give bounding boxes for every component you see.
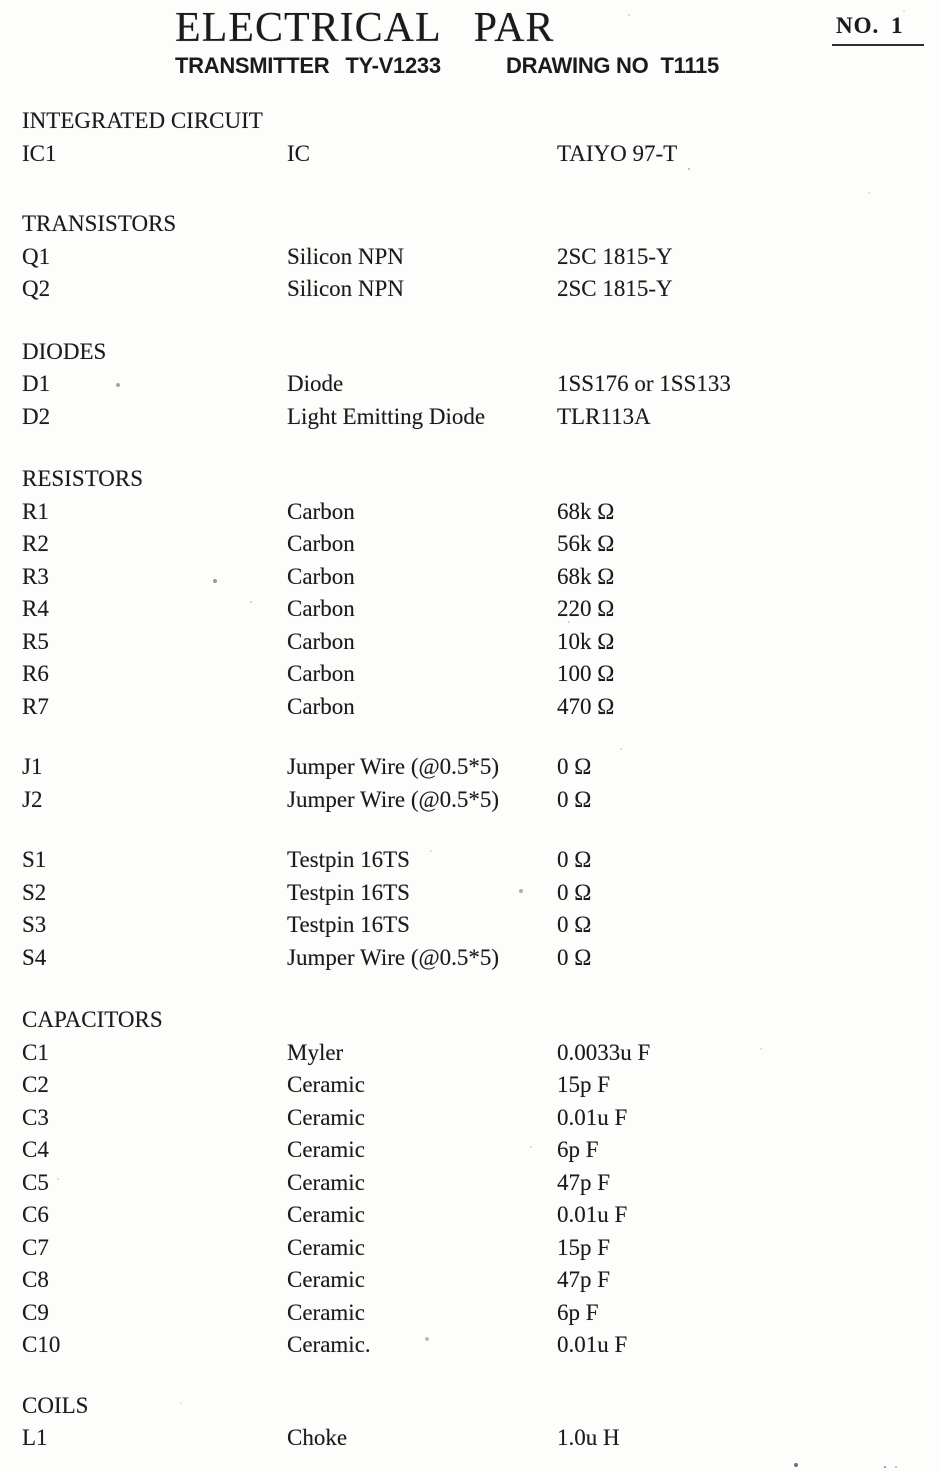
part-value: 0 Ω — [557, 912, 592, 937]
part-ref: R1 — [22, 498, 49, 524]
page-number: NO. 1 — [832, 13, 924, 46]
parts-section — [0, 1390, 940, 1455]
part-value: 1.0u H — [557, 1425, 620, 1450]
transmitter-value: TY-V1233 — [345, 53, 441, 78]
transmitter-label: TRANSMITTER — [175, 53, 330, 78]
table-row — [0, 368, 940, 401]
part-value: 100 Ω — [557, 661, 615, 686]
table-row — [0, 241, 940, 274]
table-row — [0, 1422, 940, 1455]
page-title: ELECTRICAL PAR — [175, 5, 555, 51]
part-description: Ceramic. — [287, 1332, 371, 1357]
part-value: 0 Ω — [557, 754, 592, 779]
part-value: TLR113A — [557, 403, 651, 429]
table-row — [0, 1232, 940, 1265]
doc-subtitle — [175, 53, 775, 81]
part-ref: R4 — [22, 596, 49, 621]
part-ref: C4 — [22, 1137, 49, 1162]
part-description: Light Emitting Diode — [287, 403, 486, 429]
part-value: 68k Ω — [557, 563, 615, 589]
part-value: 10k Ω — [557, 628, 615, 654]
part-description: Diode — [287, 371, 344, 396]
part-value: 47p F — [557, 1169, 611, 1195]
table-row — [0, 1167, 940, 1200]
table-row — [0, 1264, 940, 1297]
part-description: IC — [287, 140, 310, 166]
part-value: 470 Ω — [557, 693, 615, 719]
parts-section — [0, 1004, 940, 1362]
part-description: Carbon — [287, 693, 355, 719]
part-value: 0 Ω — [557, 879, 592, 905]
part-ref: R7 — [22, 693, 49, 719]
part-description: Testpin 16TS — [287, 847, 410, 872]
part-ref: C10 — [22, 1332, 61, 1357]
parts-section — [0, 751, 940, 816]
section-header: TRANSISTORS — [22, 211, 177, 236]
table-row — [0, 658, 940, 691]
part-description: Jumper Wire (@0.5*5) — [287, 754, 500, 779]
table-row — [0, 1297, 940, 1330]
part-value: 0 Ω — [557, 944, 592, 970]
table-row — [0, 1199, 940, 1232]
part-description: Ceramic — [287, 1202, 365, 1227]
part-value: 68k Ω — [557, 498, 615, 524]
part-value: 56k Ω — [557, 531, 615, 556]
part-description: Carbon — [287, 628, 355, 654]
part-description: Ceramic — [287, 1267, 365, 1292]
table-row — [0, 877, 940, 910]
table-row — [0, 1102, 940, 1135]
part-ref: C7 — [22, 1234, 49, 1260]
table-row — [0, 1329, 940, 1362]
part-description: Silicon NPN — [287, 276, 404, 301]
parts-section — [0, 336, 940, 434]
part-ref: C8 — [22, 1267, 49, 1292]
table-row — [0, 691, 940, 724]
part-value: 0.01u F — [557, 1332, 628, 1357]
part-value: 1SS176 or 1SS133 — [557, 371, 731, 396]
parts-section — [0, 208, 940, 306]
part-description: Carbon — [287, 498, 355, 524]
part-ref: R3 — [22, 563, 49, 589]
table-row — [0, 273, 940, 306]
part-ref: J2 — [22, 786, 43, 812]
part-description: Ceramic — [287, 1104, 365, 1130]
table-row — [0, 1069, 940, 1102]
part-ref: S3 — [22, 912, 47, 937]
part-ref: Q1 — [22, 243, 51, 269]
part-value: 0.01u F — [557, 1104, 628, 1130]
part-ref: C9 — [22, 1299, 49, 1325]
part-description: Silicon NPN — [287, 243, 404, 269]
section-header: RESISTORS — [22, 466, 144, 491]
scan-noise-specks — [0, 0, 2, 2]
part-ref: R6 — [22, 661, 49, 686]
part-description: Carbon — [287, 661, 355, 686]
table-row — [0, 942, 940, 975]
part-description: Ceramic — [287, 1137, 365, 1162]
table-row — [0, 496, 940, 529]
transmitter-group — [175, 53, 441, 79]
part-value: 15p F — [557, 1072, 611, 1097]
part-description: Carbon — [287, 596, 355, 621]
part-value: 47p F — [557, 1267, 611, 1292]
table-row — [0, 784, 940, 817]
part-ref: R2 — [22, 531, 49, 556]
drawing-no-value: T1115 — [660, 53, 719, 78]
table-row — [0, 844, 940, 877]
part-ref: L1 — [22, 1425, 48, 1450]
part-ref: C3 — [22, 1104, 49, 1130]
part-value: 0 Ω — [557, 847, 592, 872]
table-row — [0, 138, 940, 171]
parts-section — [0, 463, 940, 723]
drawing-no-label: DRAWING NO — [506, 53, 649, 78]
part-description: Carbon — [287, 563, 355, 589]
table-row — [0, 593, 940, 626]
table-row — [0, 626, 940, 659]
part-ref: R5 — [22, 628, 49, 654]
section-header: DIODES — [22, 338, 107, 364]
part-ref: S4 — [22, 944, 47, 970]
part-value: 220 Ω — [557, 596, 615, 621]
part-description: Ceramic — [287, 1072, 365, 1097]
part-description: Carbon — [287, 531, 355, 556]
table-row — [0, 1037, 940, 1070]
parts-section — [0, 844, 940, 974]
part-ref: J1 — [22, 754, 43, 779]
part-ref: C2 — [22, 1072, 49, 1097]
drawing-no-group — [506, 53, 719, 79]
part-value: 2SC 1815-Y — [557, 276, 673, 301]
part-ref: S1 — [22, 847, 47, 872]
part-ref: C5 — [22, 1169, 49, 1195]
parts-list — [0, 105, 940, 1455]
part-ref: D1 — [22, 371, 51, 396]
part-value: TAIYO 97-T — [557, 140, 678, 166]
table-row — [0, 401, 940, 434]
part-description: Ceramic — [287, 1169, 365, 1195]
part-ref: Q2 — [22, 276, 51, 301]
part-value: 0.0033u F — [557, 1039, 651, 1065]
part-description: Jumper Wire (@0.5*5) — [287, 944, 500, 970]
part-value: 15p F — [557, 1234, 611, 1260]
part-value: 0.01u F — [557, 1202, 628, 1227]
section-header: CAPACITORS — [22, 1007, 163, 1032]
table-row — [0, 528, 940, 561]
table-row — [0, 561, 940, 594]
part-value: 6p F — [557, 1137, 599, 1162]
table-row — [0, 751, 940, 784]
table-row — [0, 909, 940, 942]
part-description: Ceramic — [287, 1299, 365, 1325]
part-description: Choke — [287, 1425, 348, 1450]
section-header: COILS — [22, 1392, 89, 1418]
part-description: Ceramic — [287, 1234, 365, 1260]
part-value: 2SC 1815-Y — [557, 243, 673, 269]
part-ref: C1 — [22, 1039, 49, 1065]
part-value: 6p F — [557, 1299, 599, 1325]
part-description: Jumper Wire (@0.5*5) — [287, 786, 500, 812]
part-ref: S2 — [22, 879, 47, 905]
part-ref: D2 — [22, 403, 51, 429]
part-description: Myler — [287, 1039, 344, 1065]
part-value: 0 Ω — [557, 786, 592, 812]
part-ref: IC1 — [22, 140, 57, 166]
part-description: Testpin 16TS — [287, 912, 410, 937]
table-row — [0, 1134, 940, 1167]
part-ref: C6 — [22, 1202, 49, 1227]
parts-section — [0, 105, 940, 170]
part-description: Testpin 16TS — [287, 879, 410, 905]
section-header: INTEGRATED CIRCUIT — [22, 108, 263, 133]
